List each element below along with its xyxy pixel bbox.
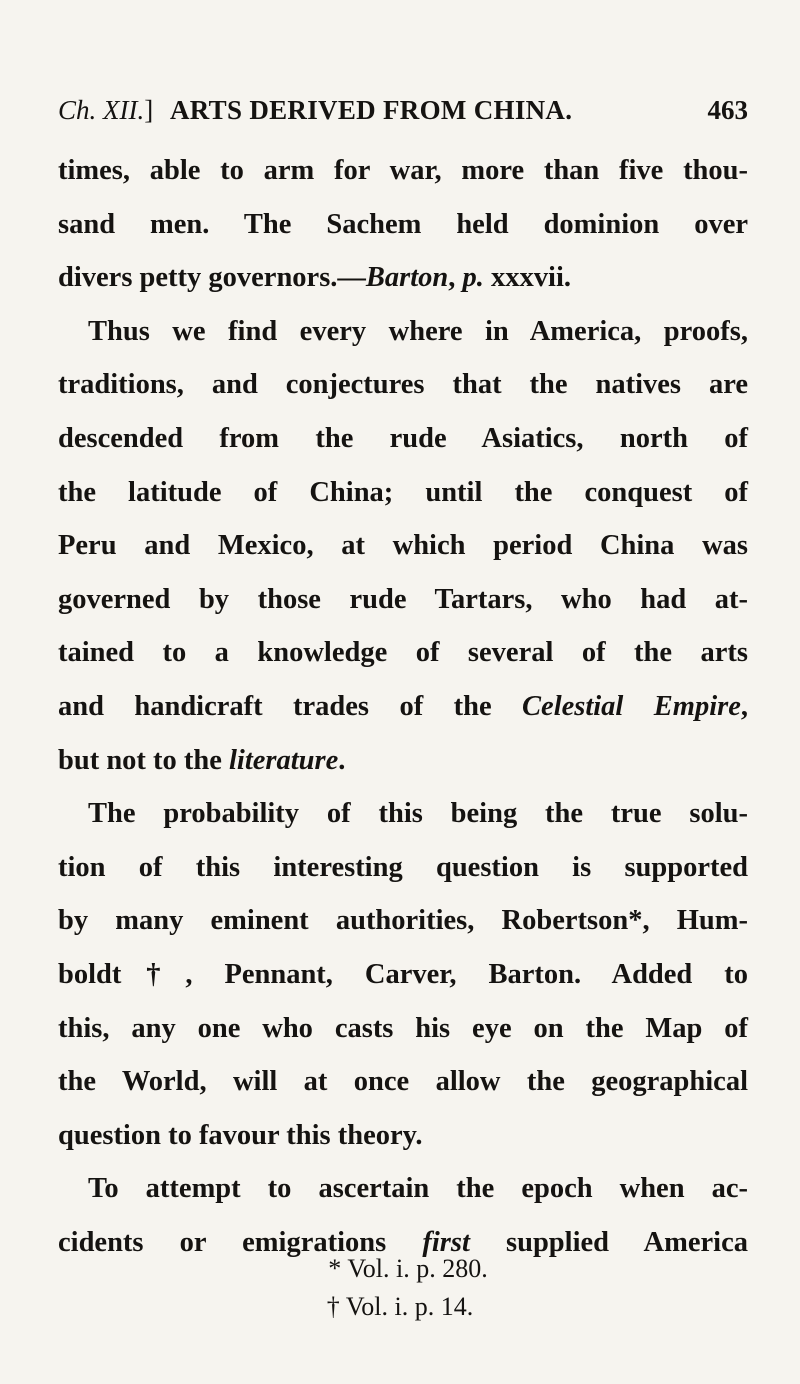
- text-span: divers petty governors.—: [58, 262, 366, 294]
- text-span: .: [338, 744, 346, 776]
- italic-text: first: [422, 1226, 470, 1258]
- text-span: the latitude of China; until the conquest of: [58, 476, 748, 508]
- text-line: [58, 1162, 748, 1216]
- text-span: and handicraft trades of the: [58, 690, 523, 722]
- text-line: [58, 198, 748, 252]
- text-span: traditions, and conjectures that the natives are: [58, 369, 748, 401]
- text-line: [58, 1002, 748, 1056]
- text-line: [58, 680, 748, 734]
- text-line: [58, 412, 748, 466]
- page-number: 463: [707, 95, 748, 125]
- text-span: by many eminent authorities, Robertson*, Hum-: [58, 905, 748, 937]
- text-line: [58, 466, 748, 520]
- text-line: [58, 305, 748, 359]
- text-span: the World, will at once allow the geographical: [58, 1066, 748, 1098]
- chapter-label-text: Ch. XII.: [58, 95, 145, 125]
- text-span: this, any one who casts his eye on the Map of: [58, 1012, 748, 1044]
- chapter-label: Ch. XII.]: [58, 95, 154, 125]
- text-line: [58, 1109, 748, 1163]
- text-line: [58, 734, 748, 788]
- text-span: Thus we find every where in America, proofs,: [88, 315, 748, 347]
- text-span: cidents or emigrations: [58, 1226, 423, 1258]
- text-span: tion of this interesting question is supported: [58, 851, 748, 883]
- text-span: Peru and Mexico, at which period China was: [58, 530, 748, 562]
- text-span: tained to a knowledge of several of the arts: [58, 637, 748, 669]
- text-span: xxxvii.: [483, 262, 571, 294]
- text-span: sand men. The Sachem held dominion over: [58, 208, 748, 240]
- text-span: To attempt to ascertain the epoch when ac-: [88, 1173, 748, 1205]
- text-span: The probability of this being the true solu-: [88, 798, 748, 830]
- text-span: question to favour this theory.: [58, 1119, 423, 1151]
- running-title: ARTS DERIVED FROM CHINA.: [170, 95, 573, 125]
- text-span: descended from the rude Asiatics, north of: [58, 422, 748, 454]
- footnotes: [0, 1250, 800, 1326]
- text-line: [58, 841, 748, 895]
- text-line: [58, 626, 748, 680]
- text-line: [58, 519, 748, 573]
- footnote: * Vol. i. p. 280.: [328, 1254, 488, 1283]
- body-text: [58, 144, 748, 1269]
- text-line: [58, 948, 748, 1002]
- italic-text: Barton: [365, 262, 449, 294]
- footnote: † Vol. i. p. 14.: [326, 1292, 474, 1321]
- italic-text: Celestial Empire: [522, 690, 741, 722]
- text-line: [58, 144, 748, 198]
- italic-text: p.: [462, 262, 484, 294]
- text-line: [58, 1055, 748, 1109]
- text-span: ,: [740, 690, 748, 722]
- text-span: times, able to arm for war, more than five thou-: [58, 155, 748, 186]
- text-line: [58, 787, 748, 841]
- text-line: [58, 573, 748, 627]
- text-span: but not to the: [58, 744, 230, 776]
- text-span: supplied America: [469, 1226, 748, 1258]
- text-line: [58, 251, 748, 305]
- text-span: governed by those rude Tartars, who had at-: [58, 583, 748, 615]
- italic-text: literature: [229, 744, 339, 776]
- text-span: ,: [448, 262, 463, 294]
- text-span: boldt†, Pennant, Carver, Barton. Added to: [58, 958, 748, 990]
- text-line: [58, 358, 748, 412]
- running-header: [58, 90, 748, 130]
- text-line: [58, 894, 748, 948]
